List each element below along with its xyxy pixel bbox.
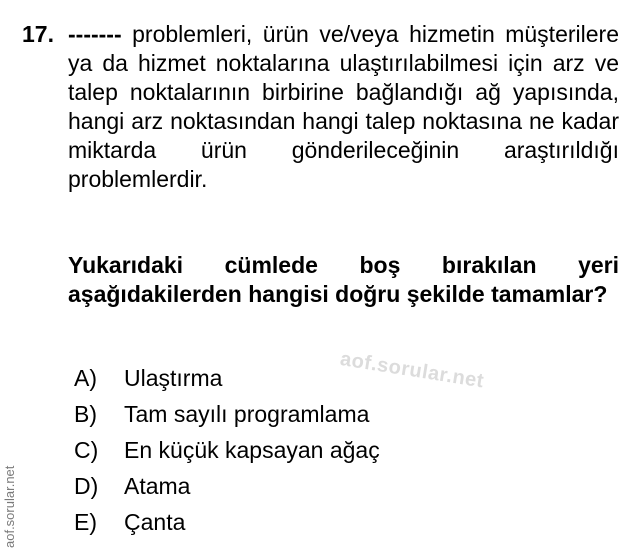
blank-marker: ------- bbox=[68, 21, 122, 47]
option-letter: B) bbox=[74, 400, 97, 427]
option-letter: C) bbox=[74, 436, 99, 463]
option-letter: A) bbox=[74, 364, 97, 391]
answer-options bbox=[74, 360, 380, 540]
option-b[interactable] bbox=[74, 396, 380, 432]
option-e[interactable] bbox=[74, 504, 380, 540]
option-text: Tam sayılı programlama bbox=[124, 400, 370, 427]
option-text: Çanta bbox=[124, 508, 186, 535]
option-text: Atama bbox=[124, 472, 191, 499]
question-prompt: Yukarıdaki cümlede boş bırakılan yeri aşağıdakilerden hangisi doğru şekilde tamamlar? bbox=[68, 252, 619, 307]
option-d[interactable] bbox=[74, 468, 380, 504]
watermark-side: aof.sorular.net bbox=[2, 465, 17, 548]
option-letter: D) bbox=[74, 472, 99, 499]
option-c[interactable] bbox=[74, 432, 380, 468]
watermark-center: aof.sorular.net bbox=[338, 348, 486, 393]
option-a[interactable] bbox=[74, 360, 380, 396]
question-text bbox=[68, 20, 619, 194]
question-body: problemleri, ürün ve/veya hizmetin müşterilere ya da hizmet noktalarına ulaştırılabilmesi için arz ve talep noktalarının birbirine bağlandığı ağ yapısında, hangi arz noktasından hangi talep noktasına ne kadar miktarda ürün gönderileceğinin araştırıldığı problemlerdir. bbox=[68, 21, 619, 192]
option-text: En küçük kapsayan ağaç bbox=[124, 436, 380, 463]
option-letter: E) bbox=[74, 508, 97, 535]
question-number: 17. bbox=[22, 21, 54, 47]
option-text: Ulaştırma bbox=[124, 364, 223, 391]
